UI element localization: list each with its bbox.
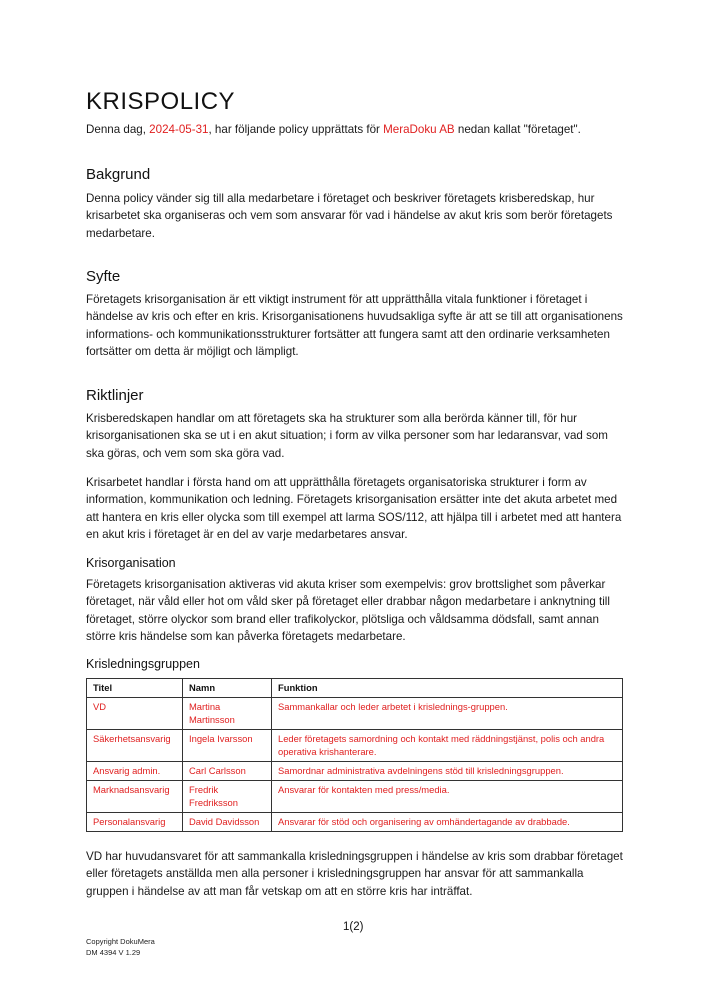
- footer-copyright: Copyright DokuMera: [86, 937, 155, 946]
- intro-mid: , har följande policy upprättats för: [208, 123, 384, 136]
- table-row: [87, 698, 623, 730]
- cell-funktion: Sammankallar och leder arbetet i krislednings-gruppen.: [272, 698, 623, 730]
- table-row: [87, 730, 623, 762]
- cell-namn: David Davidsson: [183, 813, 272, 832]
- table-row: [87, 781, 623, 813]
- cell-funktion: Leder företagets samordning och kontakt med räddningstjänst, polis och andra operativa krishanterare.: [272, 730, 623, 762]
- cell-titel: Ansvarig admin.: [87, 762, 183, 781]
- table-row: [87, 813, 623, 832]
- krisledning-table: [86, 678, 623, 832]
- page-footer: [86, 937, 155, 958]
- intro-post: nedan kallat "företaget".: [454, 123, 581, 136]
- heading-krisorganisation: Krisorganisation: [86, 556, 176, 570]
- heading-riktlinjer: Riktlinjer: [86, 387, 144, 404]
- cell-namn: Carl Carlsson: [183, 762, 272, 781]
- page-number: 1(2): [343, 921, 364, 933]
- cell-titel: VD: [87, 698, 183, 730]
- paragraph-riktlinjer-1: Krisberedskapen handlar om att företagets ska ha strukturer som alla berörda känner till, för hur krisorganisationen ska se ut i en akut situation; i form av vilka personer som har ledaransvar, vad som ska göras, och vem som ska göra vad.: [86, 412, 608, 460]
- document-title: KRISPOLICY: [86, 88, 236, 115]
- cell-titel: Säkerhetsansvarig: [87, 730, 183, 762]
- heading-krisledningsgruppen: Krisledningsgruppen: [86, 657, 200, 671]
- intro-date: 2024-05-31: [149, 123, 209, 136]
- heading-syfte: Syfte: [86, 268, 121, 285]
- paragraph-krisorganisation: Företagets krisorganisation aktiveras vid akuta kriser som exempelvis: grov brottslighet som påverkar företaget, när våld eller hot om våld sker på företaget eller drabbar någon medarbetare i anknytning till företaget, större olyckor som brand eller trafikolyckor, plötsliga och våldsamma dödsfall, samt annan större kris händelse som kan påverka företagets medarbetare.: [86, 578, 610, 643]
- cell-namn: Fredrik Fredriksson: [183, 781, 272, 813]
- cell-funktion: Samordnar administrativa avdelningens stöd till krisledningsgruppen.: [272, 762, 623, 781]
- cell-funktion: Ansvarar för stöd och organisering av omhändertagande av drabbade.: [272, 813, 623, 832]
- column-header-titel: Titel: [87, 679, 183, 698]
- table-header-row: [87, 679, 623, 698]
- intro-company: MeraDoku AB: [383, 123, 455, 136]
- column-header-funktion: Funktion: [272, 679, 623, 698]
- paragraph-riktlinjer-2: Krisarbetet handlar i första hand om att upprätthålla företagets organisatoriska strukturer i form av information, kommunikation och ledning. Företagets krisorganisation ersätter inte det akuta arbetet med att hantera en kris eller olycka som till exempel att larma SOS/112, att hjälpa till i arbetet med att hantera en akut kris i företaget är en del av varje medarbetares ansvar.: [86, 476, 622, 541]
- cell-titel: Marknadsansvarig: [87, 781, 183, 813]
- intro-line: [86, 122, 646, 138]
- column-header-namn: Namn: [183, 679, 272, 698]
- paragraph-syfte: Företagets krisorganisation är ett viktigt instrument för att upprätthålla vitala funktioner i företaget i händelse av kris och efter en kris. Krisorganisationens huvudsakliga syfte är att se till att organisationens informations- och kommunikationsstrukturer fortsätter att fungera samt att den ordinarie verksamheten fortsätter om detta är möjligt och lämpligt.: [86, 293, 623, 358]
- cell-titel: Personalansvarig: [87, 813, 183, 832]
- table-row: [87, 762, 623, 781]
- paragraph-vd-ansvar: VD har huvudansvaret för att sammankalla krisledningsgruppen i händelse av kris som drabbar företaget eller företagets anställda men alla personer i krisledningsgruppen har ansvar för att sammankalla gruppen i händelse av att man får vetskap om att en större kris har inträffat.: [86, 850, 623, 898]
- paragraph-bakgrund: Denna policy vänder sig till alla medarbetare i företaget och beskriver företagets krisberedskap, hur krisarbetet ska organiseras och vem som ansvarar för vad i händelse av akut kris som berör företagets medarbetare.: [86, 192, 613, 240]
- cell-funktion: Ansvarar för kontakten med press/media.: [272, 781, 623, 813]
- heading-bakgrund: Bakgrund: [86, 166, 151, 183]
- cell-namn: Martina Martinsson: [183, 698, 272, 730]
- cell-namn: Ingela Ivarsson: [183, 730, 272, 762]
- intro-pre: Denna dag,: [86, 123, 150, 136]
- footer-doc-id: DM 4394 V 1.29: [86, 947, 141, 957]
